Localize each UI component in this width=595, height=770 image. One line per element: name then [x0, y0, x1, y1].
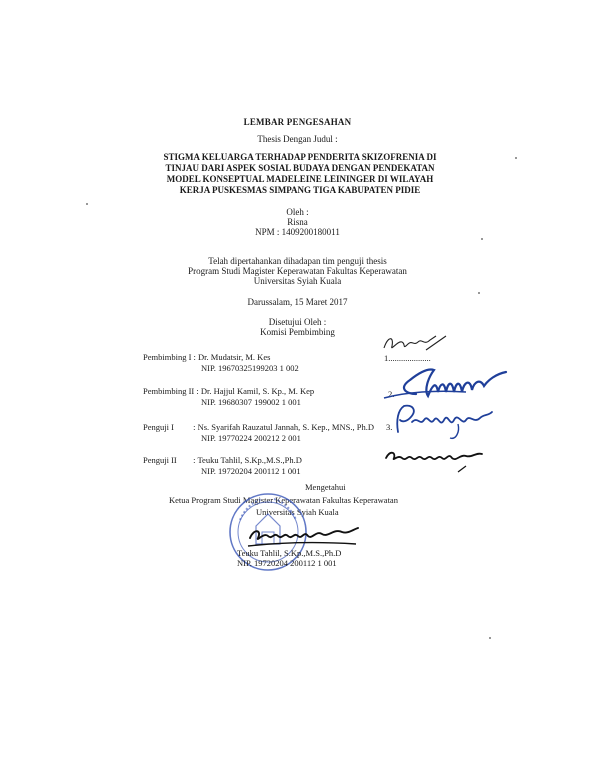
signatory-nip: NIP. 19770224 200212 2 001: [201, 433, 301, 443]
thesis-title: [130, 152, 470, 196]
by-label: Oleh :: [286, 207, 309, 217]
thesis-title-line: MODEL KONSEPTUAL MADELEINE LEININGER DI WILAYAH: [166, 174, 434, 184]
thesis-title-line: STIGMA KELUARGA TERHADAP PENDERITA SKIZOFRENIA DI: [163, 152, 437, 162]
author-npm: NPM : 1409200180011: [255, 227, 340, 237]
acknowledged-label: Mengetahui: [305, 482, 346, 492]
head-university: Universitas Syiah Kuala: [256, 507, 339, 517]
head-nip: NIP. 19720204 200112 1 001: [237, 558, 337, 568]
thesis-title-line: KERJA PUSKESMAS SIMPANG TIGA KABUPATEN PIDIE: [179, 185, 421, 195]
signature-slot: 1....................: [384, 353, 431, 363]
signature-pembimbing-1: [380, 330, 450, 356]
signatory-name: : Dr. Mudatsir, M. Kes: [193, 352, 271, 362]
defended-line: Telah dipertahankan dihadapan tim penguji thesis: [208, 256, 387, 266]
defended-line: Program Studi Magister Keperawatan Fakultas Keperawatan: [188, 266, 407, 276]
signatory-role: Penguji II: [143, 455, 177, 465]
signatory-row: [143, 352, 270, 362]
page-title: LEMBAR PENGESAHAN: [243, 117, 352, 127]
signatory-nip: NIP. 19670325199203 1 002: [201, 363, 299, 373]
head-name: Teuku Tahlil, S.Kp.,M.S.,Ph.D: [237, 548, 342, 558]
signatory-role: Penguji I: [143, 422, 174, 432]
approved-label: Disetujui Oleh :: [268, 317, 327, 327]
place-date: Darussalam, 15 Maret 2017: [247, 297, 348, 307]
signatory-role: Pembimbing I: [143, 352, 192, 362]
signatory-nip: NIP. 19680307 199002 1 001: [201, 397, 301, 407]
head-title: Ketua Program Studi Magister Keperawatan Fakultas Keperawatan: [169, 495, 398, 505]
signatory-role: Pembimbing II: [143, 386, 195, 396]
thesis-title-line: TINJAU DARI ASPEK SOSIAL BUDAYA DENGAN PENDEKATAN: [165, 163, 435, 173]
scan-speck: [489, 637, 491, 639]
signatory-row: [143, 422, 374, 432]
author-name: Risna: [287, 217, 308, 227]
scan-speck: [481, 238, 483, 240]
page-subtitle: Thesis Dengan Judul :: [257, 134, 338, 144]
scan-speck: [515, 157, 517, 159]
committee-label: Komisi Pembimbing: [260, 327, 335, 337]
defended-line: Universitas Syiah Kuala: [253, 276, 342, 286]
signatory-name: : Teuku Tahlil, S.Kp.,M.S.,Ph.D: [193, 455, 302, 465]
signature-slot: 3.: [386, 422, 393, 432]
signatory-row: [143, 455, 302, 465]
scan-speck: [478, 292, 480, 294]
scan-speck: [86, 203, 88, 205]
signatory-name: : Ns. Syarifah Rauzatul Jannah, S. Kep., MNS., Ph.D: [193, 422, 374, 432]
signatory-nip: NIP. 19720204 200112 1 001: [201, 466, 301, 476]
signature-slot: 2.: [388, 389, 395, 399]
signature-penguji-1: [388, 402, 498, 442]
signature-penguji-2: [380, 444, 490, 480]
signatory-name: : Dr. Hajjul Kamil, S. Kp., M. Kep: [196, 386, 315, 396]
signatory-row: [143, 386, 314, 396]
